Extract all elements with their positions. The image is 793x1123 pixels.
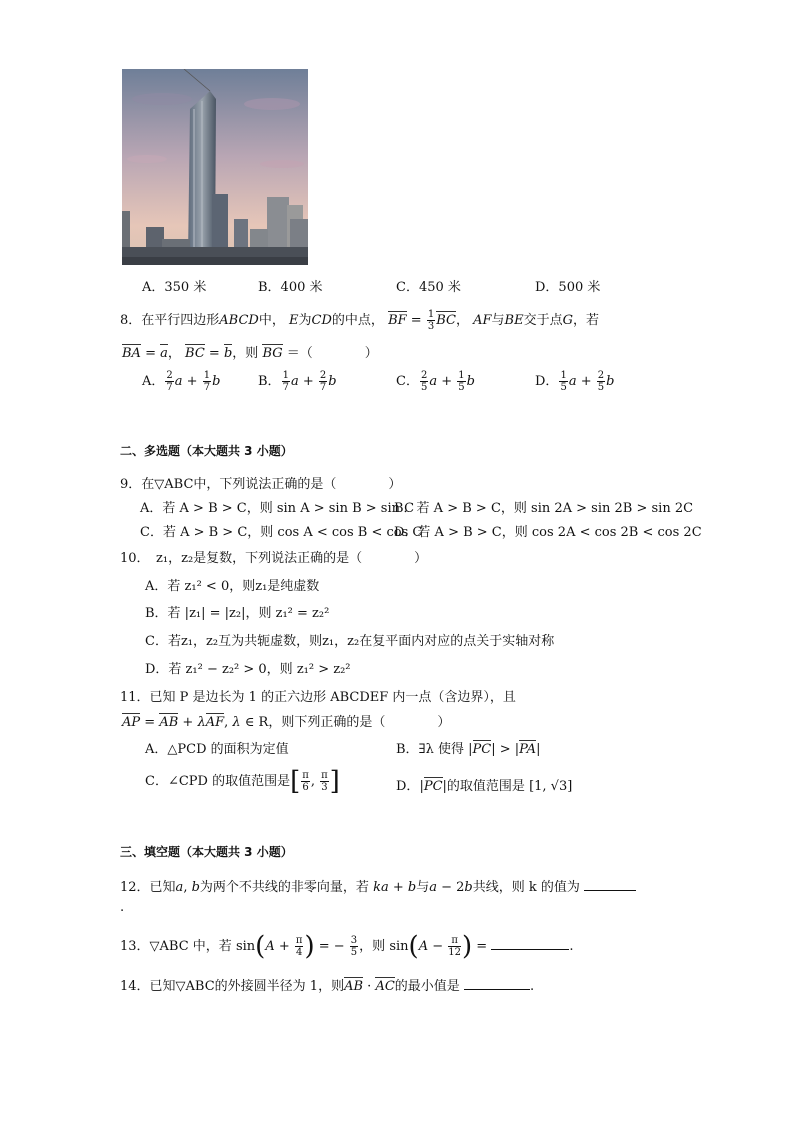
q7-option-c: C．450 米 [396, 280, 461, 295]
skyscraper-photo [122, 69, 308, 265]
q11-option-a: A．△PCD 的面积为定值 [145, 742, 289, 757]
q8-stem-line1: 8．在平行四边形ABCD中， E为CD的中点， BF = $\frac{1}{3}$ BC， AF与BE交于点G，若 [120, 309, 599, 332]
q11-stem: 11．已知 P 是边长为 1 的正六边形 ABCDEF 内一点（含边界），且 [120, 690, 516, 705]
q14-answer-blank[interactable] [464, 977, 530, 990]
q9-option-a: A．若 A > B > C，则 sin A > sin B > sin C [140, 501, 415, 516]
q13-stem: 13．▽ABC 中，若 sin(A + $\frac{\pi}{4}$ ) = − $\frac{3}{5}$ ，则 sin(A − $\frac{\pi}{12}$ ) = . [120, 931, 574, 962]
q12-answer-blank[interactable] [584, 878, 636, 891]
q8-option-c: C． $\frac{2}{5}$ a + $\frac{1}{5}$ b [396, 370, 475, 393]
q8-option-b: B． $\frac{1}{7}$ a + $\frac{2}{7}$ b [258, 370, 337, 393]
q10-option-d: D．若 z₁² − z₂² > 0，则 z₁² > z₂² [145, 662, 351, 677]
q9-option-b: B．若 A > B > C，则 sin 2A > sin 2B > sin 2C [394, 501, 694, 516]
q11-option-b: B．∃λ 使得 |PC| > |PA| [396, 742, 541, 757]
q7-option-b: B．400 米 [258, 280, 323, 295]
q12-stem: 12．已知a, b为两个不共线的非零向量，若 ka + b与a − 2b共线，则 k 的值为 [120, 876, 636, 895]
section-fill-blank-heading: 三、填空题（本大题共 3 小题） [120, 845, 293, 859]
q10-option-b: B．若 |z₁| = |z₂|，则 z₁² = z₂² [145, 606, 330, 621]
q7-option-d: D．500 米 [535, 280, 601, 295]
q11-stem-line2: AP = AB + λAF, λ ∈ R，则下列正确的是（ ） [122, 715, 451, 730]
q10-stem: 10． z₁，z₂是复数，下列说法正确的是（ ） [120, 551, 428, 566]
q9-option-c: C．若 A > B > C，则 cos A < cos B < cos C [140, 525, 423, 540]
q9-stem: 9．在▽ABC中，下列说法正确的是（ ） [120, 477, 402, 492]
q7-option-a: A．350 米 [142, 280, 207, 295]
q10-option-a: A．若 z₁² < 0，则z₁是纯虚数 [145, 579, 320, 594]
q8-option-d: D． $\frac{1}{5}$ a + $\frac{2}{5}$ b [535, 370, 615, 393]
q12-trailing-dot: . [120, 900, 125, 915]
section-multi-choice-heading: 二、多选题（本大题共 3 小题） [120, 444, 293, 458]
q8-stem-line2: BA = a， BC = b，则 BG ＝（ ） [122, 346, 378, 361]
q11-option-c: C．∠CPD 的取值范围是[ $\frac{\pi}{6}$ , $\frac{\pi}{3}$ ] [145, 766, 340, 797]
q8-option-a: A． $\frac{2}{7}$ a + $\frac{1}{7}$ b [142, 370, 221, 393]
q13-answer-blank[interactable] [491, 937, 569, 950]
q9-option-d: D．若 A > B > C，则 cos 2A < cos 2B < cos 2C [394, 525, 702, 540]
q11-option-d: D．|PC|的取值范围是 [1, √3] [396, 779, 573, 794]
q14-stem: 14．已知▽ABC的外接圆半径为 1，则AB · AC的最小值是 . [120, 979, 535, 994]
q10-option-c: C．若z₁，z₂互为共轭虚数，则z₁，z₂在复平面内对应的点关于实轴对称 [145, 634, 555, 649]
